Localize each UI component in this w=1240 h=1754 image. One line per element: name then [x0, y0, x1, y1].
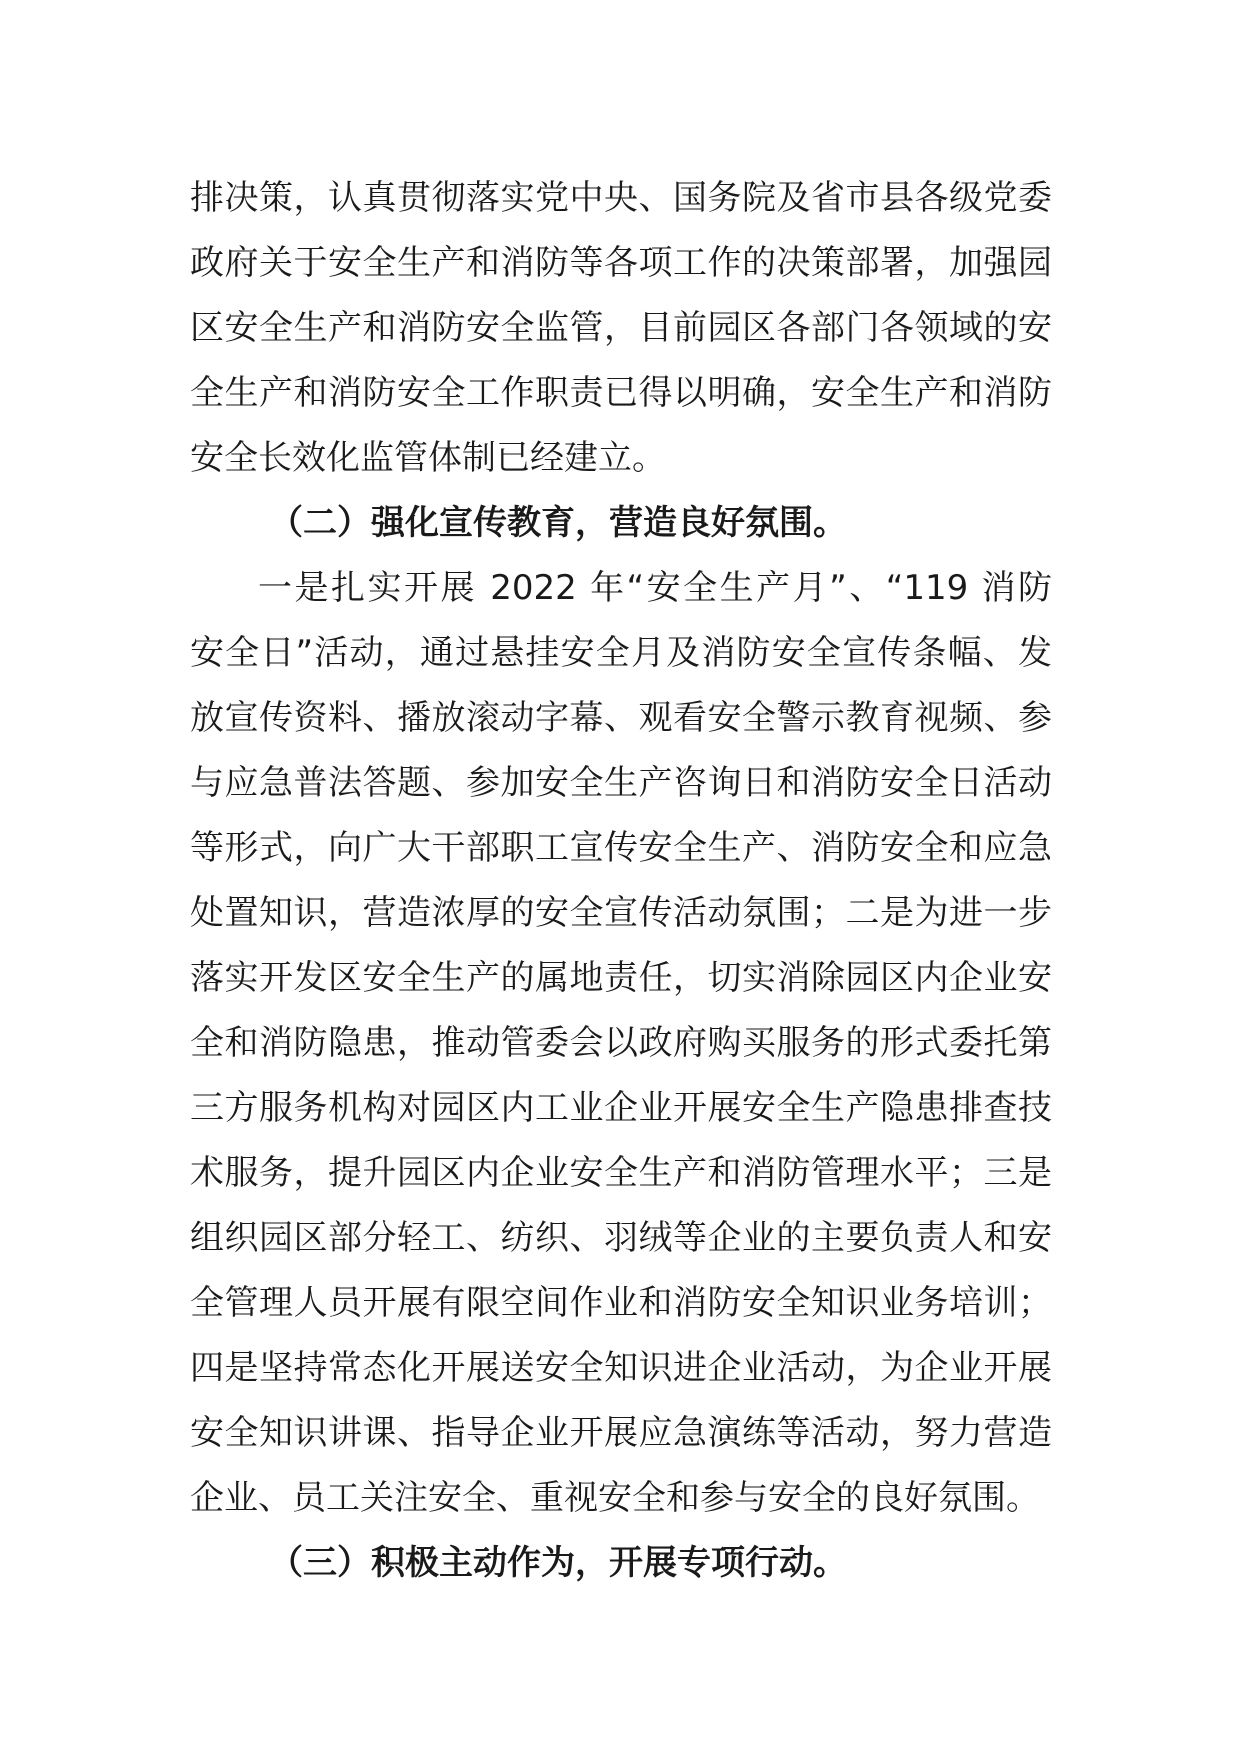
text-line: 三方服务机构对园区内工业企业开展安全生产隐患排查技 — [190, 1088, 1052, 1128]
text-line: 组织园区部分轻工、纺织、羽绒等企业的主要负责人和安 — [190, 1218, 1052, 1258]
text-line: 政府关于安全生产和消防等各项工作的决策部署，加强园 — [190, 243, 1052, 283]
text-line: 四是坚持常态化开展送安全知识进企业活动，为企业开展 — [190, 1348, 1052, 1388]
text-line: 全管理人员开展有限空间作业和消防安全知识业务培训； — [190, 1283, 1052, 1323]
document-page — [190, 166, 1052, 1596]
text-line: 术服务，提升园区内企业安全生产和消防管理水平；三是 — [190, 1153, 1052, 1193]
text-line: 排决策，认真贯彻落实党中央、国务院及省市县各级党委 — [190, 178, 1052, 218]
text-line: 放宣传资料、播放滚动字幕、观看安全警示教育视频、参 — [190, 698, 1052, 738]
text-line: 与应急普法答题、参加安全生产咨询日和消防安全日活动 — [190, 763, 1052, 803]
paragraph-continuation — [190, 166, 1052, 491]
section-heading-2: （二）强化宣传教育，营造良好氛围。 — [269, 503, 847, 543]
text-line: 企业、员工关注安全、重视安全和参与安全的良好氛围。 — [190, 1478, 1040, 1518]
text-line: 落实开发区安全生产的属地责任，切实消除园区内企业安 — [190, 958, 1052, 998]
text-line: 处置知识，营造浓厚的安全宣传活动氛围；二是为进一步 — [190, 893, 1052, 933]
section-heading-3: （三）积极主动作为，开展专项行动。 — [269, 1543, 847, 1583]
text-line: 全和消防隐患，推动管委会以政府购买服务的形式委托第 — [190, 1023, 1052, 1063]
text-line: 安全知识讲课、指导企业开展应急演练等活动，努力营造 — [190, 1413, 1052, 1453]
text-line: 区安全生产和消防安全监管，目前园区各部门各领域的安 — [190, 308, 1052, 348]
text-line: 等形式，向广大干部职工宣传安全生产、消防安全和应急 — [190, 828, 1052, 868]
paragraph-publicity — [190, 556, 1052, 1531]
text-line: 安全长效化监管体制已经建立。 — [190, 438, 666, 478]
text-line: 全生产和消防安全工作职责已得以明确，安全生产和消防 — [190, 373, 1052, 413]
text-line: 一是扎实开展 2022 年“安全生产月”、“119 消防 — [258, 568, 1052, 608]
text-line: 安全日”活动，通过悬挂安全月及消防安全宣传条幅、发 — [190, 633, 1052, 673]
